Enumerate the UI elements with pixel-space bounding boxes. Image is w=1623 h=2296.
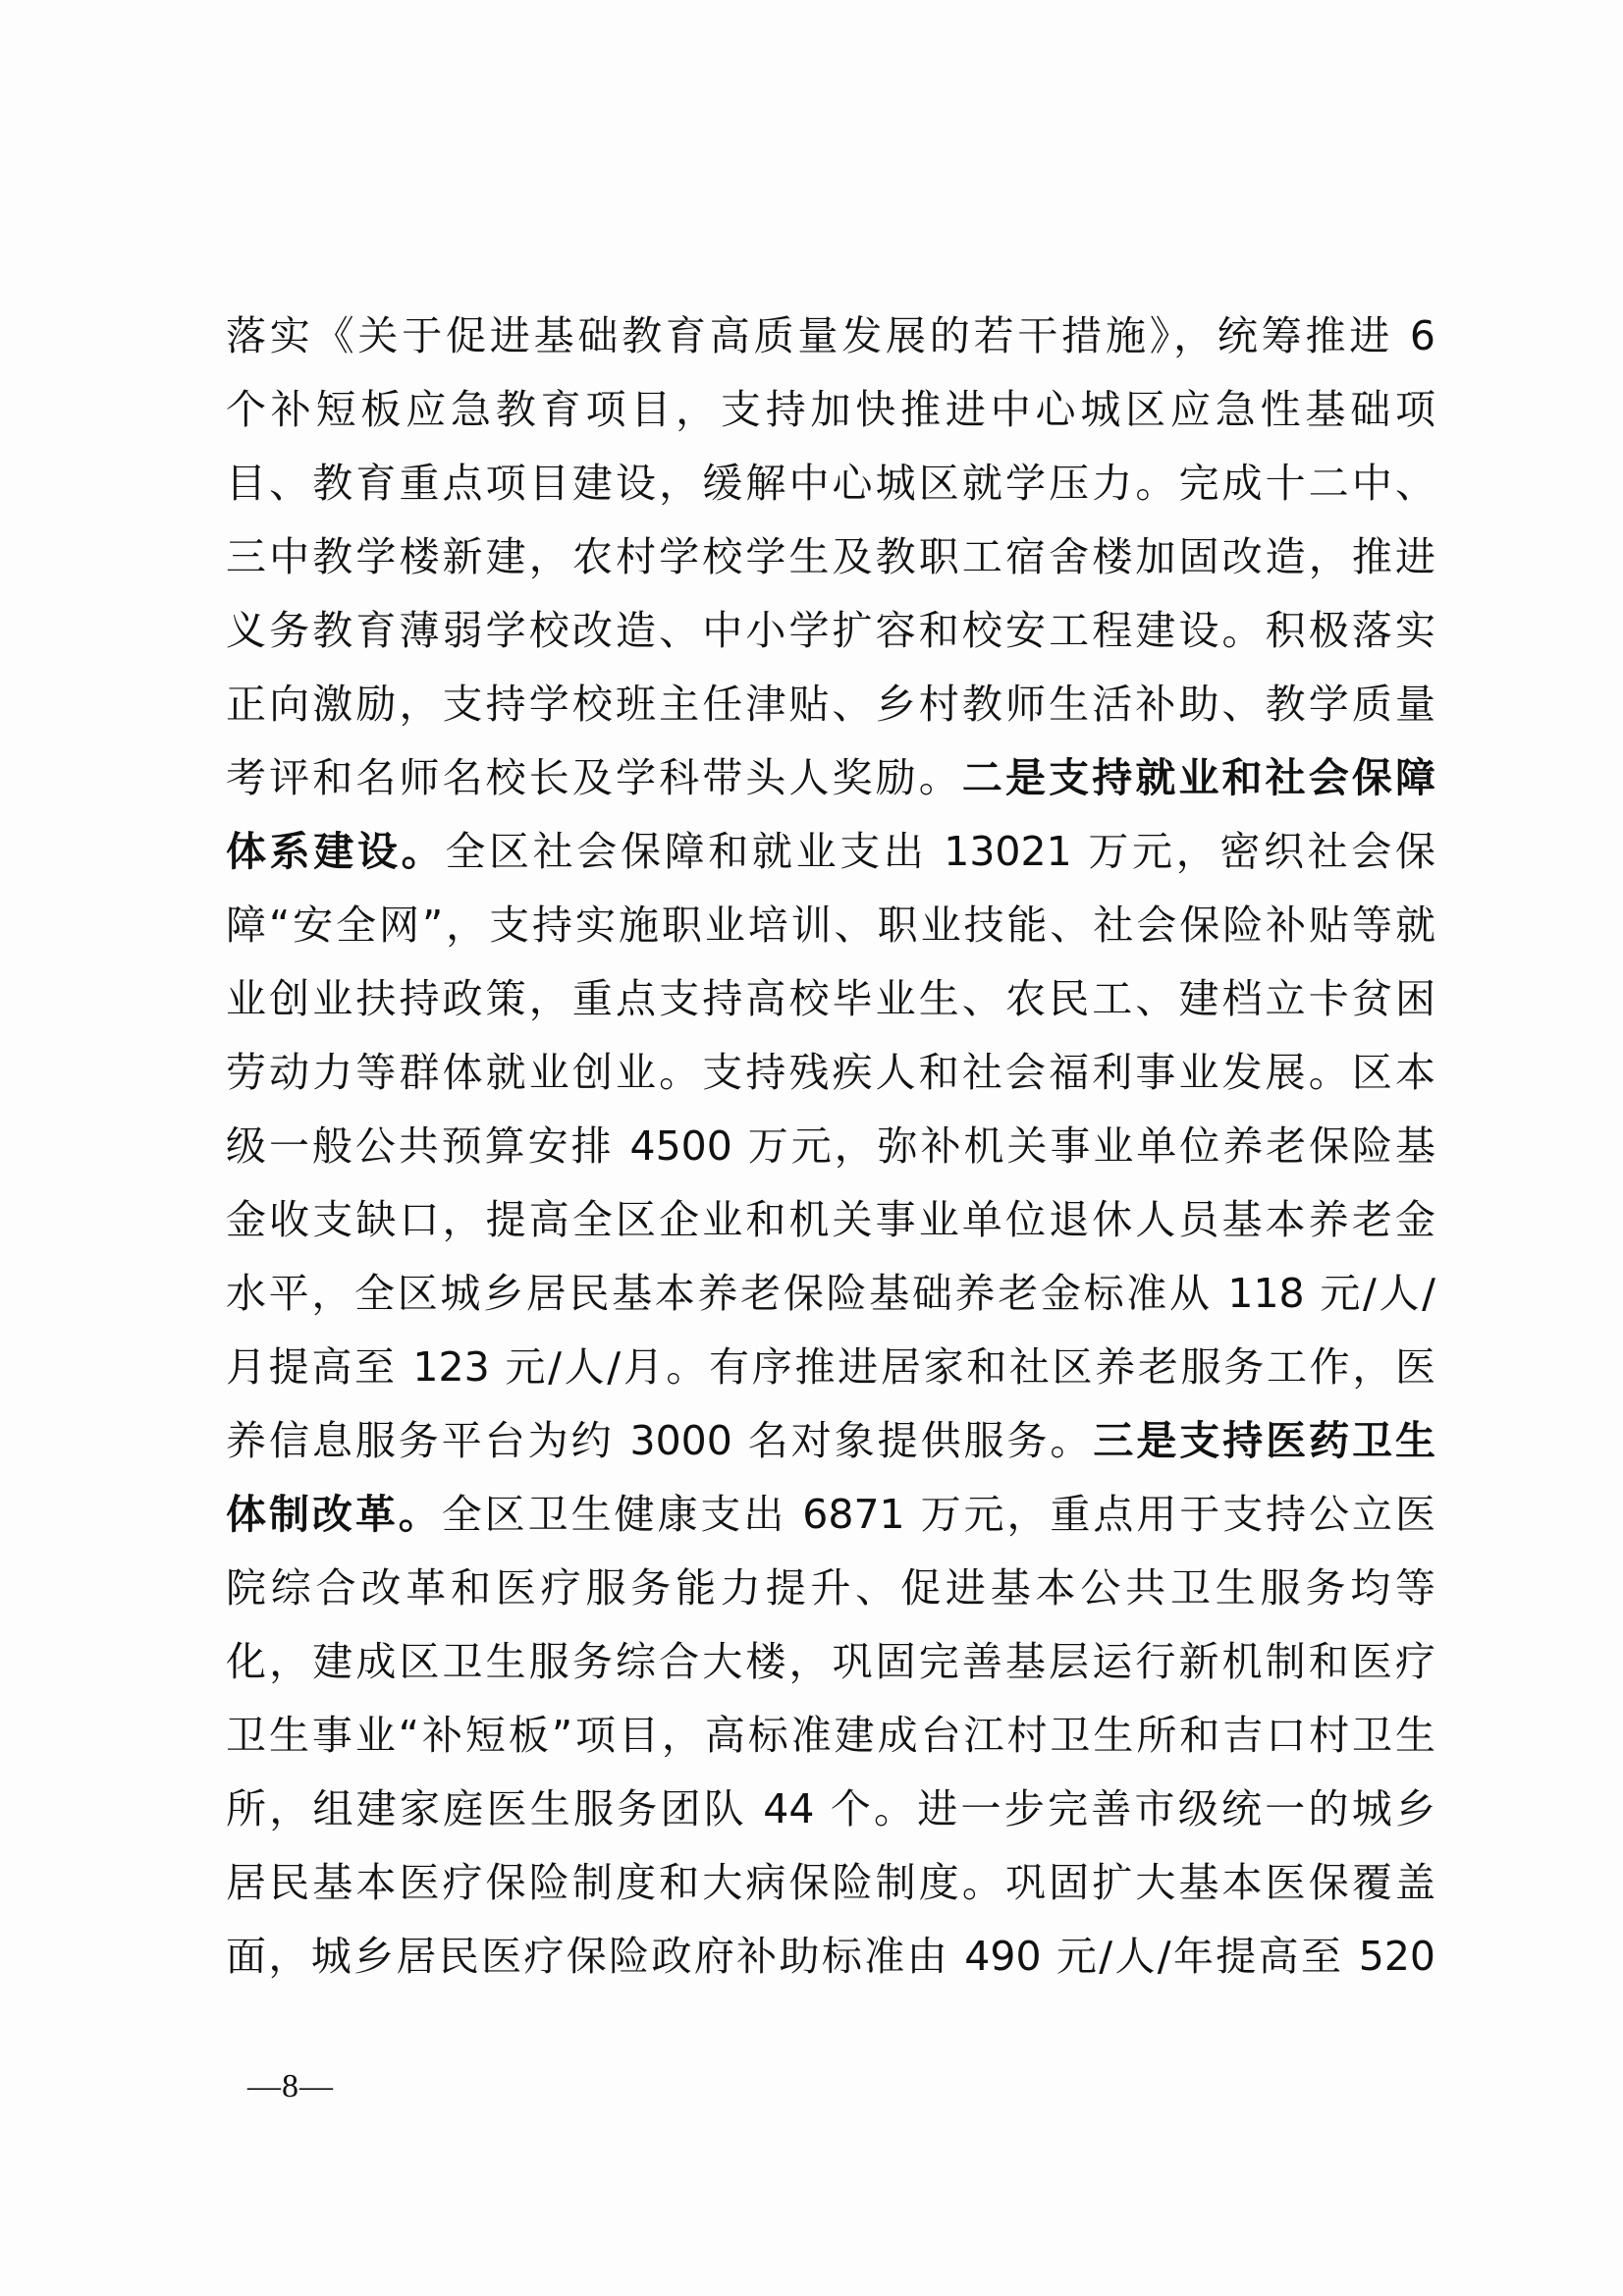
body-text	[226, 300, 1435, 1994]
body-text-segment: 级一般公共预算安排 4500 万元，弥补机关事业单位养老保险基	[226, 1122, 1435, 1170]
body-text-segment: 落实《关于促进基础教育高质量发展的若干措施》，统筹推进 6	[226, 312, 1435, 359]
body-text-segment: 所，组建家庭医生服务团队 44 个。进一步完善市级统一的城乡	[226, 1785, 1435, 1832]
bold-heading-segment: 体系建设。	[226, 828, 446, 875]
body-line	[226, 373, 1435, 447]
body-line	[226, 741, 1435, 815]
body-text-segment: 个补短板应急教育项目，支持加快推进中心城区应急性基础项	[226, 386, 1435, 433]
body-line	[226, 300, 1435, 373]
body-line	[226, 1846, 1435, 1920]
body-text-segment: 水平，全区城乡居民基本养老保险基础养老金标准从 118 元/人/	[226, 1270, 1435, 1317]
bold-heading-segment: 三是支持医药卫生	[1093, 1417, 1435, 1464]
body-line	[226, 668, 1435, 741]
page-number: —8—	[247, 2068, 334, 2105]
body-line	[226, 815, 1435, 889]
body-text-segment: 三中教学楼新建，农村学校学生及教职工宿舍楼加固改造，推进	[226, 533, 1435, 580]
body-text-segment: 全区卫生健康支出 6871 万元，重点用于支持公立医	[441, 1491, 1435, 1538]
bold-heading-segment: 体制改革。	[226, 1491, 442, 1538]
body-line	[226, 520, 1435, 594]
body-text-segment: 院综合改革和医疗服务能力提升、促进基本公共卫生服务均等	[226, 1564, 1435, 1612]
body-line	[226, 1699, 1435, 1773]
body-text-segment: 金收支缺口，提高全区企业和机关事业单位退休人员基本养老金	[226, 1196, 1435, 1243]
body-line	[226, 1110, 1435, 1183]
body-line	[226, 1478, 1435, 1552]
body-text-segment: 居民基本医疗保险制度和大病保险制度。巩固扩大基本医保覆盖	[226, 1859, 1435, 1906]
body-text-segment: 面，城乡居民医疗保险政府补助标准由 490 元/人/年提高至 520	[226, 1933, 1435, 1980]
body-text-segment: 养信息服务平台为约 3000 名对象提供服务。	[226, 1417, 1094, 1464]
body-line	[226, 1404, 1435, 1478]
body-text-segment: 化，建成区卫生服务综合大楼，巩固完善基层运行新机制和医疗	[226, 1638, 1435, 1685]
body-line	[226, 1257, 1435, 1331]
body-line	[226, 1625, 1435, 1699]
body-line	[226, 447, 1435, 520]
body-line	[226, 1036, 1435, 1110]
body-line	[226, 1773, 1435, 1846]
body-text-segment: 义务教育薄弱学校改造、中小学扩容和校安工程建设。积极落实	[226, 607, 1435, 654]
body-line	[226, 1331, 1435, 1404]
body-line	[226, 1920, 1435, 1994]
body-text-segment: 卫生事业“补短板”项目，高标准建成台江村卫生所和吉口村卫生	[226, 1712, 1435, 1759]
body-text-segment: 业创业扶持政策，重点支持高校毕业生、农民工、建档立卡贫困	[226, 975, 1435, 1022]
body-text-segment: 正向激励，支持学校班主任津贴、乡村教师生活补助、教学质量	[226, 681, 1435, 728]
body-line	[226, 962, 1435, 1036]
body-line	[226, 594, 1435, 668]
body-text-segment: 目、教育重点项目建设，缓解中心城区就学压力。完成十二中、	[226, 460, 1435, 507]
body-text-segment: 考评和名师名校长及学科带头人奖励。	[226, 754, 962, 801]
body-text-segment: 月提高至 123 元/人/月。有序推进居家和社区养老服务工作，医	[226, 1343, 1435, 1391]
body-line	[226, 1552, 1435, 1625]
body-text-segment: 全区社会保障和就业支出 13021 万元，密织社会保	[445, 828, 1435, 875]
bold-heading-segment: 二是支持就业和社会保障	[961, 754, 1435, 801]
body-line	[226, 889, 1435, 962]
body-line	[226, 1183, 1435, 1257]
body-text-segment: 障“安全网”，支持实施职业培训、职业技能、社会保险补贴等就	[226, 902, 1435, 949]
body-text-segment: 劳动力等群体就业创业。支持残疾人和社会福利事业发展。区本	[226, 1049, 1435, 1096]
